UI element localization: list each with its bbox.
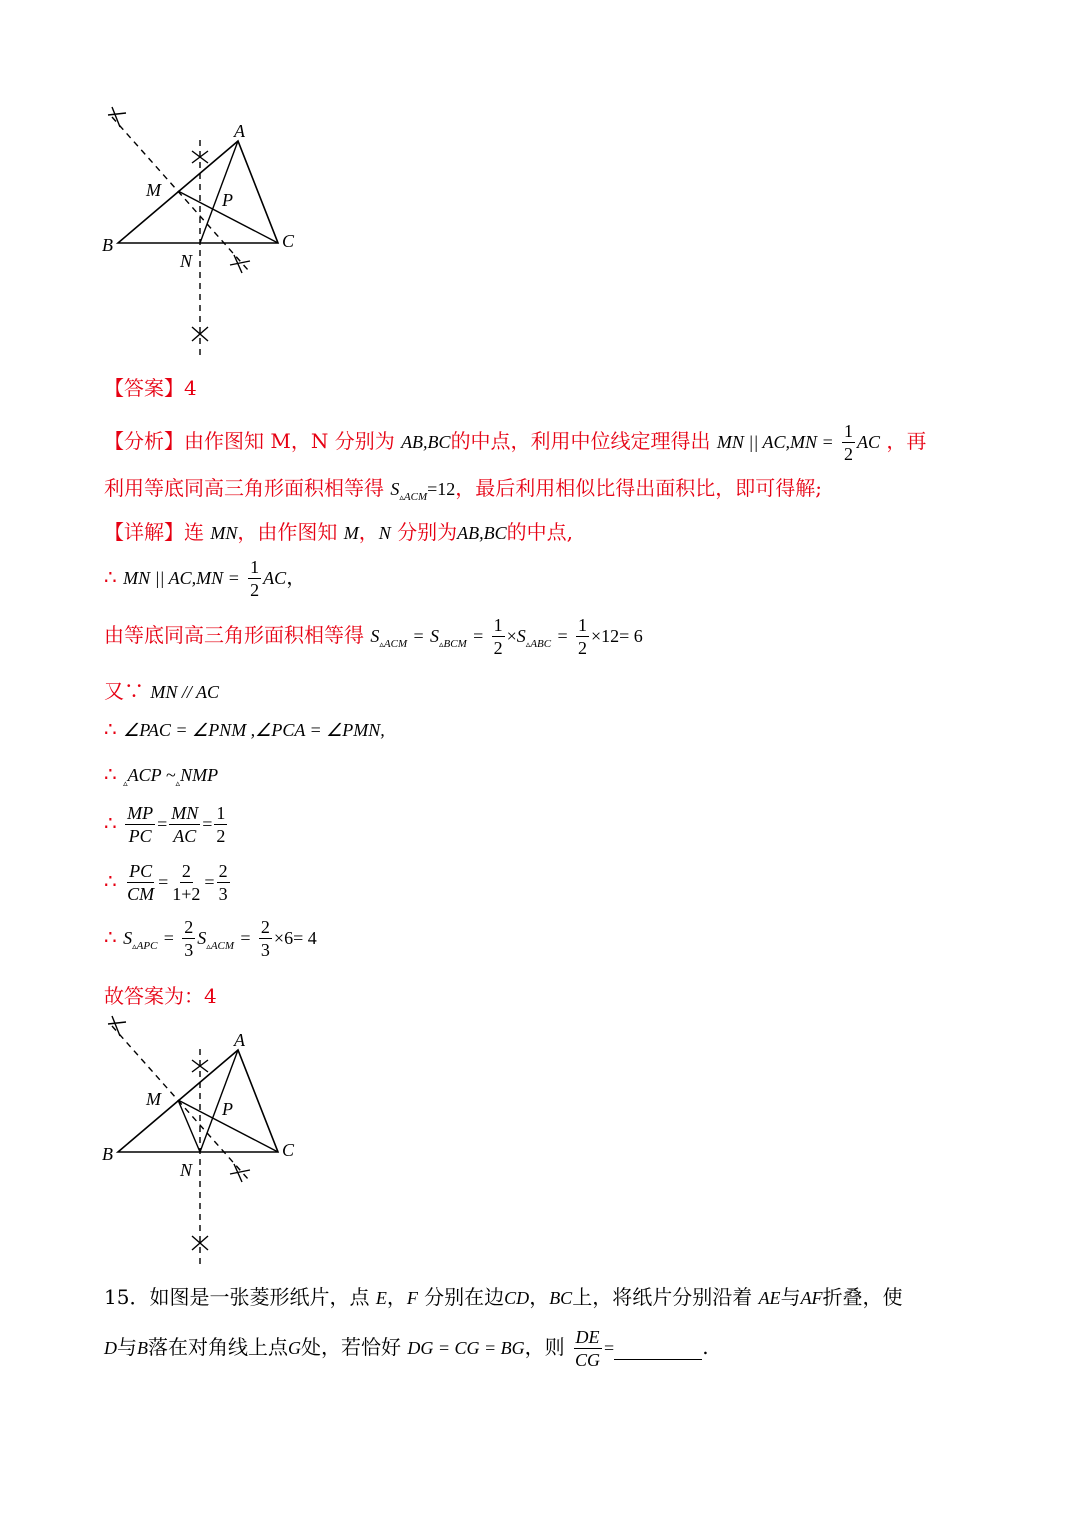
label-n: N xyxy=(180,251,193,271)
label-b-2: B xyxy=(102,1144,113,1164)
analysis-line-2: 利用等底同高三角形面积相等得 $S_{▵ACM}=12$，最后利用相似比得出面积比，即可得解; xyxy=(104,476,823,503)
step-1: ∴ MN || AC,MN = $\frac{1}{2}$ AC， xyxy=(104,557,307,600)
label-p-2: P xyxy=(222,1099,233,1119)
question-line-2: D与B落在对角线上点G处，若恰好 DG = CG = BG，则 $\frac{DE}{CG}$ = . xyxy=(104,1327,709,1370)
step-8: ∴ $S_{▵APC}$ = $\frac{2}{3}$ $S_{▵ACM}$ = $\frac{2}{3}$ ×6= 4 xyxy=(104,917,317,960)
step-6: ∴ $\frac{MP}{PC}$ = $\frac{MN}{AC}$ = $\frac{1}{2}$ xyxy=(104,803,226,846)
answer-line: 【答案】4 xyxy=(104,376,197,400)
triangle-figure-1 xyxy=(100,105,300,365)
step-2: 由等底同高三角形面积相等得 $S_{▵ACM} = S_{▵BCM}$ = $\frac{1}{2}$ $\times S_{▵ABC}$ = $\frac{1}{2}$ ×12= 6 xyxy=(104,615,643,658)
step-3: 又∵ MN // AC xyxy=(104,679,220,703)
question-line-1: 15．如图是一张菱形纸片，点 E，F 分别在边CD，BC上，将纸片分别沿着 AE与AF折叠，使 xyxy=(104,1285,903,1309)
arc-marks-2 xyxy=(108,1016,250,1250)
label-a-2: A xyxy=(234,1030,245,1050)
step-7: ∴ $\frac{PC}{CM}$ = $\frac{2}{1+2}$ = $\frac{2}{3}$ xyxy=(104,861,228,904)
step-4: ∴ ∠PAC = ∠PNM ,∠PCA = ∠PMN, xyxy=(104,717,385,741)
label-c-2: C xyxy=(282,1140,295,1160)
label-m: M xyxy=(146,180,161,200)
label-p: P xyxy=(222,190,233,210)
analysis-line-1: 【分析】由作图知 M，N 分别为 AB,BC的中点，利用中位线定理得出 MN || AC,MN = $\frac{1}{2}$ AC ，再 xyxy=(104,421,927,464)
step-5: ∴ $_▵$ACP $\sim_▵NMP$ xyxy=(104,762,219,789)
label-n-2: N xyxy=(180,1160,193,1180)
arc-marks xyxy=(108,107,250,341)
label-a: A xyxy=(234,121,245,141)
answer-blank[interactable] xyxy=(614,1337,702,1360)
label-c: C xyxy=(282,231,295,251)
conclusion-line: 故答案为：4 xyxy=(104,984,217,1008)
detail-line: 【详解】连 MN，由作图知 M，N 分别为AB,BC的中点, xyxy=(104,520,573,544)
triangle-figure-2 xyxy=(100,1014,300,1274)
label-m-2: M xyxy=(146,1089,161,1109)
segment-mn-2 xyxy=(178,1100,200,1152)
label-b: B xyxy=(102,235,113,255)
